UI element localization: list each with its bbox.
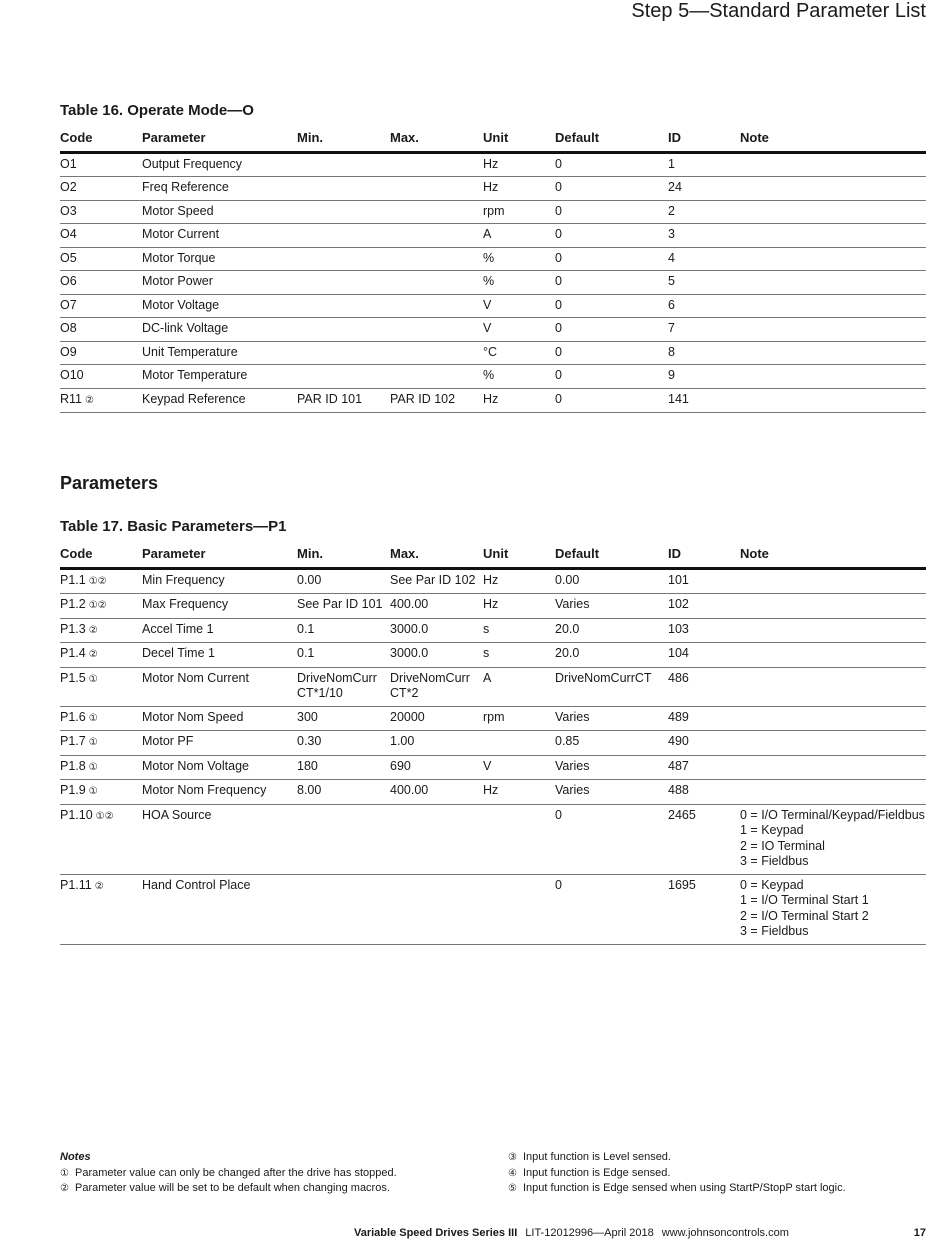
note-text: Input function is Edge sensed when using StartP/StopP start logic. xyxy=(523,1182,846,1194)
cell-unit: °C xyxy=(483,341,555,365)
cell-default: 0 xyxy=(555,318,668,342)
footnote-marker: ② xyxy=(85,394,94,406)
column-header-note: Note xyxy=(740,546,926,568)
cell-default: 0.85 xyxy=(555,731,668,756)
footnote-marker: ② xyxy=(88,649,98,660)
table-row xyxy=(60,755,926,780)
cell-parameter: Unit Temperature xyxy=(142,341,297,365)
cell-max: PAR ID 102 xyxy=(390,388,483,413)
cell-default: 20.0 xyxy=(555,618,668,643)
cell-code xyxy=(60,618,142,643)
cell-max xyxy=(390,247,483,271)
cell-max: See Par ID 102 xyxy=(390,568,483,594)
cell-id: 487 xyxy=(668,755,740,780)
cell-code xyxy=(60,341,142,365)
table-header-row xyxy=(60,546,926,568)
note-item xyxy=(508,1181,846,1197)
cell-default: Varies xyxy=(555,780,668,805)
cell-max xyxy=(390,224,483,248)
cell-parameter: Motor Nom Frequency xyxy=(142,780,297,805)
column-header-min: Min. xyxy=(297,546,390,568)
cell-unit xyxy=(483,874,555,944)
cell-code xyxy=(60,804,142,874)
cell-id: 2465 xyxy=(668,804,740,874)
note-text: Input function is Level sensed. xyxy=(523,1151,671,1163)
cell-default: Varies xyxy=(555,594,668,619)
cell-id: 3 xyxy=(668,224,740,248)
footnote-marker: ② xyxy=(88,624,98,636)
table-row xyxy=(60,594,926,619)
table-row xyxy=(60,780,926,805)
parameter-code: P1.10 xyxy=(60,807,93,822)
cell-min: 8.00 xyxy=(297,780,390,805)
parameter-code: P1.8 xyxy=(60,758,86,773)
cell-unit: s xyxy=(483,643,555,668)
cell-note: 0 = Keypad 1 = I/O Terminal Start 1 2 = I/O Terminal Start 2 3 = Fieldbus xyxy=(740,874,926,944)
cell-unit: rpm xyxy=(483,200,555,224)
cell-note xyxy=(740,247,926,271)
parameter-code: O10 xyxy=(60,368,84,382)
cell-parameter: Motor Nom Voltage xyxy=(142,755,297,780)
cell-unit: % xyxy=(483,247,555,271)
parameter-code: O6 xyxy=(60,274,77,288)
cell-min xyxy=(297,247,390,271)
footer-series: Variable Speed Drives Series III xyxy=(354,1227,518,1239)
cell-max xyxy=(390,200,483,224)
cell-code xyxy=(60,224,142,248)
cell-unit: A xyxy=(483,667,555,706)
parameter-code: P1.6 xyxy=(60,709,86,724)
cell-parameter: Output Frequency xyxy=(142,152,297,177)
cell-max xyxy=(390,271,483,295)
cell-default: 0 xyxy=(555,365,668,389)
cell-code xyxy=(60,271,142,295)
cell-default: 0 xyxy=(555,224,668,248)
section-title-parameters: Parameters xyxy=(60,473,159,493)
column-header-code: Code xyxy=(60,130,142,152)
cell-code xyxy=(60,318,142,342)
cell-code xyxy=(60,731,142,756)
cell-min xyxy=(297,365,390,389)
table16-title: Table 16. Operate Mode—O xyxy=(60,102,254,119)
cell-note xyxy=(740,755,926,780)
notes-left xyxy=(60,1150,397,1197)
cell-default: Varies xyxy=(555,755,668,780)
cell-parameter: Freq Reference xyxy=(142,177,297,201)
note-symbol: ③ xyxy=(508,1152,517,1163)
cell-note xyxy=(740,271,926,295)
parameter-code: P1.11 xyxy=(60,877,92,892)
operate-mode-table xyxy=(60,130,926,413)
cell-code xyxy=(60,200,142,224)
cell-unit: A xyxy=(483,224,555,248)
parameter-code: O3 xyxy=(60,203,77,218)
column-header-code: Code xyxy=(60,546,142,568)
cell-note xyxy=(740,568,926,594)
cell-parameter: Motor PF xyxy=(142,731,297,756)
cell-note xyxy=(740,667,926,706)
cell-default: DriveNomCurrCT xyxy=(555,667,668,706)
cell-note xyxy=(740,618,926,643)
cell-unit: % xyxy=(483,271,555,295)
cell-id: 1695 xyxy=(668,874,740,944)
column-header-unit: Unit xyxy=(483,130,555,152)
cell-max xyxy=(390,874,483,944)
note-symbol: ④ xyxy=(508,1167,517,1179)
cell-default: 0 xyxy=(555,341,668,365)
cell-max xyxy=(390,177,483,201)
cell-unit: Hz xyxy=(483,152,555,177)
cell-parameter: Motor Voltage xyxy=(142,294,297,318)
cell-default: 20.0 xyxy=(555,643,668,668)
cell-note xyxy=(740,200,926,224)
cell-min: 300 xyxy=(297,706,390,731)
cell-parameter: DC-link Voltage xyxy=(142,318,297,342)
note-symbol: ① xyxy=(60,1167,69,1179)
cell-parameter: Motor Speed xyxy=(142,200,297,224)
page-header-title: Step 5—Standard Parameter List xyxy=(631,0,926,22)
cell-min xyxy=(297,874,390,944)
cell-min: 0.1 xyxy=(297,643,390,668)
cell-parameter: Min Frequency xyxy=(142,568,297,594)
page-number: 17 xyxy=(913,1227,926,1239)
cell-unit: Hz xyxy=(483,594,555,619)
cell-parameter: Motor Temperature xyxy=(142,365,297,389)
footnote-marker: ①② xyxy=(88,575,107,587)
cell-parameter: Decel Time 1 xyxy=(142,643,297,668)
cell-max xyxy=(390,365,483,389)
note-symbol: ② xyxy=(60,1183,69,1194)
cell-unit xyxy=(483,804,555,874)
cell-id: 490 xyxy=(668,731,740,756)
cell-max: DriveNomCurr CT*2 xyxy=(390,667,483,706)
cell-unit: % xyxy=(483,365,555,389)
cell-min xyxy=(297,271,390,295)
cell-min: See Par ID 101 xyxy=(297,594,390,619)
cell-parameter: HOA Source xyxy=(142,804,297,874)
column-header-default: Default xyxy=(555,130,668,152)
parameter-code: O2 xyxy=(60,180,77,194)
cell-default: Varies xyxy=(555,706,668,731)
table-row xyxy=(60,247,926,271)
column-header-parameter: Parameter xyxy=(142,130,297,152)
parameter-code: O8 xyxy=(60,321,77,335)
cell-max: 400.00 xyxy=(390,594,483,619)
cell-code xyxy=(60,388,142,413)
cell-min: DriveNomCurr CT*1/10 xyxy=(297,667,390,706)
cell-max: 3000.0 xyxy=(390,643,483,668)
cell-default: 0 xyxy=(555,200,668,224)
cell-id: 1 xyxy=(668,152,740,177)
cell-note xyxy=(740,643,926,668)
cell-code xyxy=(60,568,142,594)
cell-id: 141 xyxy=(668,388,740,413)
cell-max: 1.00 xyxy=(390,731,483,756)
cell-parameter: Motor Power xyxy=(142,271,297,295)
cell-min xyxy=(297,224,390,248)
cell-unit: Hz xyxy=(483,568,555,594)
column-header-note: Note xyxy=(740,130,926,152)
note-symbol: ⑤ xyxy=(508,1183,517,1194)
footnote-marker: ② xyxy=(94,880,104,892)
cell-id: 9 xyxy=(668,365,740,389)
cell-code xyxy=(60,667,142,706)
cell-min: PAR ID 101 xyxy=(297,388,390,413)
cell-max xyxy=(390,294,483,318)
table-row xyxy=(60,341,926,365)
footnote-marker: ①② xyxy=(88,600,107,611)
table-row xyxy=(60,388,926,413)
footnote-marker: ① xyxy=(88,673,98,685)
parameter-code: O1 xyxy=(60,156,77,171)
column-header-min: Min. xyxy=(297,130,390,152)
cell-min xyxy=(297,152,390,177)
table-row xyxy=(60,177,926,201)
cell-id: 6 xyxy=(668,294,740,318)
cell-default: 0 xyxy=(555,874,668,944)
cell-unit: rpm xyxy=(483,706,555,731)
cell-parameter: Motor Torque xyxy=(142,247,297,271)
cell-id: 5 xyxy=(668,271,740,295)
cell-default: 0.00 xyxy=(555,568,668,594)
cell-max xyxy=(390,318,483,342)
footnote-marker: ①② xyxy=(95,810,114,822)
cell-id: 7 xyxy=(668,318,740,342)
cell-min xyxy=(297,294,390,318)
cell-note xyxy=(740,594,926,619)
cell-code xyxy=(60,152,142,177)
cell-parameter: Hand Control Place xyxy=(142,874,297,944)
table17-title: Table 17. Basic Parameters—P1 xyxy=(60,518,287,535)
parameter-code: P1.1 xyxy=(60,572,86,587)
column-header-id: ID xyxy=(668,130,740,152)
table-row xyxy=(60,294,926,318)
note-item xyxy=(508,1166,846,1182)
footnote-marker: ① xyxy=(88,737,98,748)
note-text: Parameter value can only be changed after the drive has stopped. xyxy=(75,1166,397,1179)
parameter-code: P1.2 xyxy=(60,597,86,611)
column-header-max: Max. xyxy=(390,130,483,152)
cell-max: 690 xyxy=(390,755,483,780)
cell-code xyxy=(60,294,142,318)
column-header-max: Max. xyxy=(390,546,483,568)
parameter-code: R11 xyxy=(60,391,83,406)
cell-note xyxy=(740,224,926,248)
cell-note: 0 = I/O Terminal/Keypad/Fieldbus 1 = Keypad 2 = IO Terminal 3 = Fieldbus xyxy=(740,804,926,874)
table-row xyxy=(60,874,926,944)
parameter-code: P1.7 xyxy=(60,734,86,748)
parameter-code: P1.3 xyxy=(60,621,86,636)
cell-unit: V xyxy=(483,318,555,342)
table-header-row xyxy=(60,130,926,152)
cell-note xyxy=(740,294,926,318)
cell-note xyxy=(740,731,926,756)
column-header-default: Default xyxy=(555,546,668,568)
cell-unit: Hz xyxy=(483,388,555,413)
note-item xyxy=(508,1150,846,1166)
footnote-marker: ① xyxy=(88,761,98,773)
cell-code xyxy=(60,706,142,731)
note-text: Input function is Edge sensed. xyxy=(523,1166,671,1179)
cell-min xyxy=(297,200,390,224)
cell-code xyxy=(60,780,142,805)
column-header-parameter: Parameter xyxy=(142,546,297,568)
footer-doc-number: LIT-12012996—April 2018 xyxy=(525,1227,654,1239)
table-row xyxy=(60,643,926,668)
cell-code xyxy=(60,594,142,619)
cell-code xyxy=(60,643,142,668)
cell-min: 0.30 xyxy=(297,731,390,756)
notes-heading: Notes xyxy=(60,1151,91,1163)
cell-note xyxy=(740,318,926,342)
cell-min: 180 xyxy=(297,755,390,780)
cell-min xyxy=(297,804,390,874)
cell-code xyxy=(60,755,142,780)
cell-min: 0.00 xyxy=(297,568,390,594)
footnote-marker: ① xyxy=(88,786,98,797)
cell-code xyxy=(60,874,142,944)
cell-parameter: Motor Nom Current xyxy=(142,667,297,706)
table-row xyxy=(60,224,926,248)
table-row xyxy=(60,271,926,295)
cell-default: 0 xyxy=(555,804,668,874)
footnote-marker: ① xyxy=(88,712,98,724)
table-row xyxy=(60,200,926,224)
cell-id: 101 xyxy=(668,568,740,594)
cell-max: 3000.0 xyxy=(390,618,483,643)
cell-unit: Hz xyxy=(483,780,555,805)
cell-default: 0 xyxy=(555,247,668,271)
cell-max xyxy=(390,152,483,177)
table-row xyxy=(60,667,926,706)
parameter-code: P1.9 xyxy=(60,783,86,797)
parameter-code: O5 xyxy=(60,250,77,265)
table-row xyxy=(60,804,926,874)
cell-max: 20000 xyxy=(390,706,483,731)
cell-id: 489 xyxy=(668,706,740,731)
cell-max: 400.00 xyxy=(390,780,483,805)
cell-id: 486 xyxy=(668,667,740,706)
cell-code xyxy=(60,247,142,271)
table-row xyxy=(60,365,926,389)
cell-min xyxy=(297,318,390,342)
cell-unit xyxy=(483,731,555,756)
cell-parameter: Motor Current xyxy=(142,224,297,248)
table-row xyxy=(60,152,926,177)
table-row xyxy=(60,706,926,731)
cell-default: 0 xyxy=(555,294,668,318)
cell-default: 0 xyxy=(555,177,668,201)
cell-parameter: Accel Time 1 xyxy=(142,618,297,643)
cell-note xyxy=(740,780,926,805)
note-item xyxy=(60,1166,397,1182)
cell-parameter: Keypad Reference xyxy=(142,388,297,413)
cell-id: 103 xyxy=(668,618,740,643)
cell-unit: s xyxy=(483,618,555,643)
cell-id: 104 xyxy=(668,643,740,668)
cell-unit: V xyxy=(483,755,555,780)
column-header-id: ID xyxy=(668,546,740,568)
cell-max xyxy=(390,341,483,365)
cell-code xyxy=(60,365,142,389)
cell-note xyxy=(740,706,926,731)
parameter-code: O7 xyxy=(60,297,77,312)
parameter-code: O4 xyxy=(60,227,77,241)
cell-note xyxy=(740,177,926,201)
cell-default: 0 xyxy=(555,152,668,177)
basic-parameters-table xyxy=(60,546,926,945)
cell-note xyxy=(740,388,926,413)
notes-right xyxy=(508,1150,846,1197)
table-row xyxy=(60,731,926,756)
cell-note xyxy=(740,365,926,389)
cell-id: 24 xyxy=(668,177,740,201)
cell-min xyxy=(297,177,390,201)
cell-id: 8 xyxy=(668,341,740,365)
footer-website: www.johnsoncontrols.com xyxy=(661,1227,789,1239)
table-row xyxy=(60,318,926,342)
cell-unit: V xyxy=(483,294,555,318)
cell-max xyxy=(390,804,483,874)
cell-id: 2 xyxy=(668,200,740,224)
cell-code xyxy=(60,177,142,201)
note-item xyxy=(60,1181,397,1197)
cell-unit: Hz xyxy=(483,177,555,201)
cell-parameter: Motor Nom Speed xyxy=(142,706,297,731)
parameter-code: P1.5 xyxy=(60,670,86,685)
cell-parameter: Max Frequency xyxy=(142,594,297,619)
note-text: Parameter value will be set to be default when changing macros. xyxy=(75,1182,390,1194)
parameter-code: O9 xyxy=(60,344,77,359)
cell-default: 0 xyxy=(555,388,668,413)
table-row xyxy=(60,568,926,594)
page-footer xyxy=(354,1227,789,1239)
cell-default: 0 xyxy=(555,271,668,295)
parameter-code: P1.4 xyxy=(60,646,86,660)
table-row xyxy=(60,618,926,643)
cell-note xyxy=(740,152,926,177)
cell-id: 102 xyxy=(668,594,740,619)
cell-id: 488 xyxy=(668,780,740,805)
cell-min xyxy=(297,341,390,365)
cell-id: 4 xyxy=(668,247,740,271)
cell-note xyxy=(740,341,926,365)
cell-min: 0.1 xyxy=(297,618,390,643)
column-header-unit: Unit xyxy=(483,546,555,568)
